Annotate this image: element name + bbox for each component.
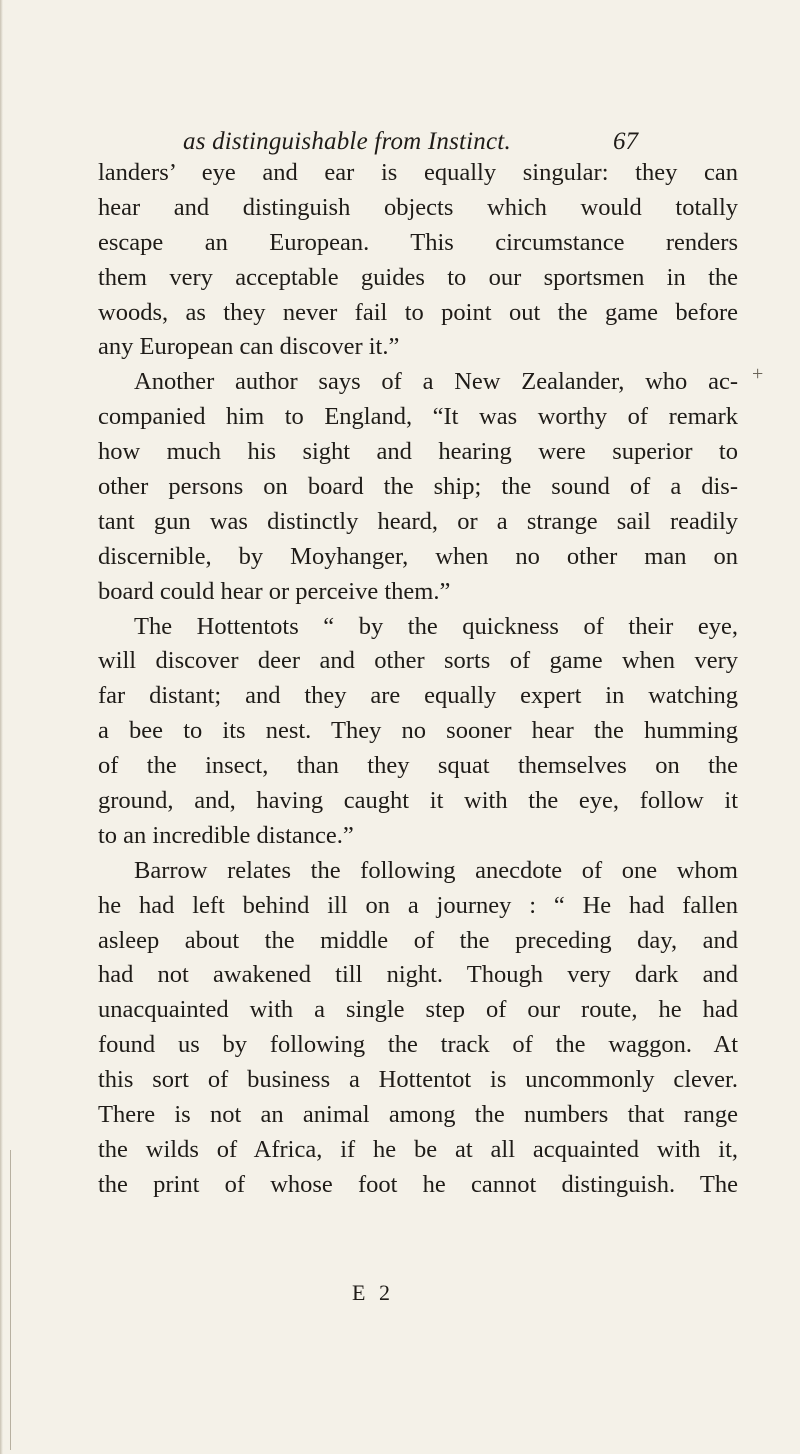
text-line: ground, and, having caught it with the eye, follow it bbox=[98, 787, 738, 815]
text-line: companied him to England, “It was worthy of remark bbox=[98, 403, 738, 431]
margin-annotation: + bbox=[752, 363, 764, 385]
text-line: Barrow relates the following anecdote of one whom bbox=[134, 856, 738, 884]
text-line: landers’ eye and ear is equally singular: they can bbox=[98, 159, 738, 186]
binding-rule bbox=[10, 1150, 11, 1450]
text-line: board could hear or perceive them.” bbox=[98, 577, 451, 605]
text-line: he had left behind ill on a journey : “ He had fallen bbox=[98, 891, 738, 919]
text-line: them very acceptable guides to our sportsmen in the bbox=[98, 263, 738, 291]
text-line: The Hottentots “ by the quickness of their eye, bbox=[134, 612, 738, 640]
text-line: woods, as they never fail to point out the game before bbox=[98, 298, 738, 326]
text-line: any European can discover it.” bbox=[98, 333, 400, 361]
text-line: far distant; and they are equally expert in watching bbox=[98, 682, 738, 710]
text-line: a bee to its nest. They no sooner hear the humming bbox=[98, 717, 738, 745]
text-line: There is not an animal among the numbers that range bbox=[98, 1101, 738, 1129]
text-line: asleep about the middle of the preceding day, and bbox=[98, 926, 738, 954]
text-line: Another author says of a New Zealander, who ac- bbox=[134, 368, 738, 396]
binding-edge bbox=[0, 0, 3, 1454]
running-title: as distinguishable from Instinct. bbox=[183, 128, 511, 155]
text-line: the print of whose foot he cannot distinguish. The bbox=[98, 1170, 738, 1198]
body-text bbox=[98, 156, 738, 1203]
text-line: other persons on board the ship; the sound of a dis- bbox=[98, 473, 738, 501]
text-line: of the insect, than they squat themselves on the bbox=[98, 752, 738, 780]
text-line: to an incredible distance.” bbox=[98, 821, 354, 849]
text-line: will discover deer and other sorts of game when very bbox=[98, 647, 738, 675]
page-number: 67 bbox=[613, 128, 638, 155]
text-line: this sort of business a Hottentot is uncommonly clever. bbox=[98, 1066, 738, 1094]
text-line: discernible, by Moyhanger, when no other man on bbox=[98, 542, 738, 570]
text-line: had not awakened till night. Though very dark and bbox=[98, 961, 738, 989]
text-line: how much his sight and hearing were superior to bbox=[98, 438, 738, 466]
text-line: unacquainted with a single step of our route, he had bbox=[98, 996, 738, 1024]
text-line: tant gun was distinctly heard, or a strange sail readily bbox=[98, 507, 738, 535]
text-line: escape an European. This circumstance renders bbox=[98, 228, 738, 256]
signature-mark: E 2 bbox=[352, 1280, 394, 1305]
text-line: the wilds of Africa, if he be at all acquainted with it, bbox=[98, 1135, 738, 1163]
text-line: hear and distinguish objects which would totally bbox=[98, 193, 738, 221]
text-line: found us by following the track of the waggon. At bbox=[98, 1031, 738, 1059]
